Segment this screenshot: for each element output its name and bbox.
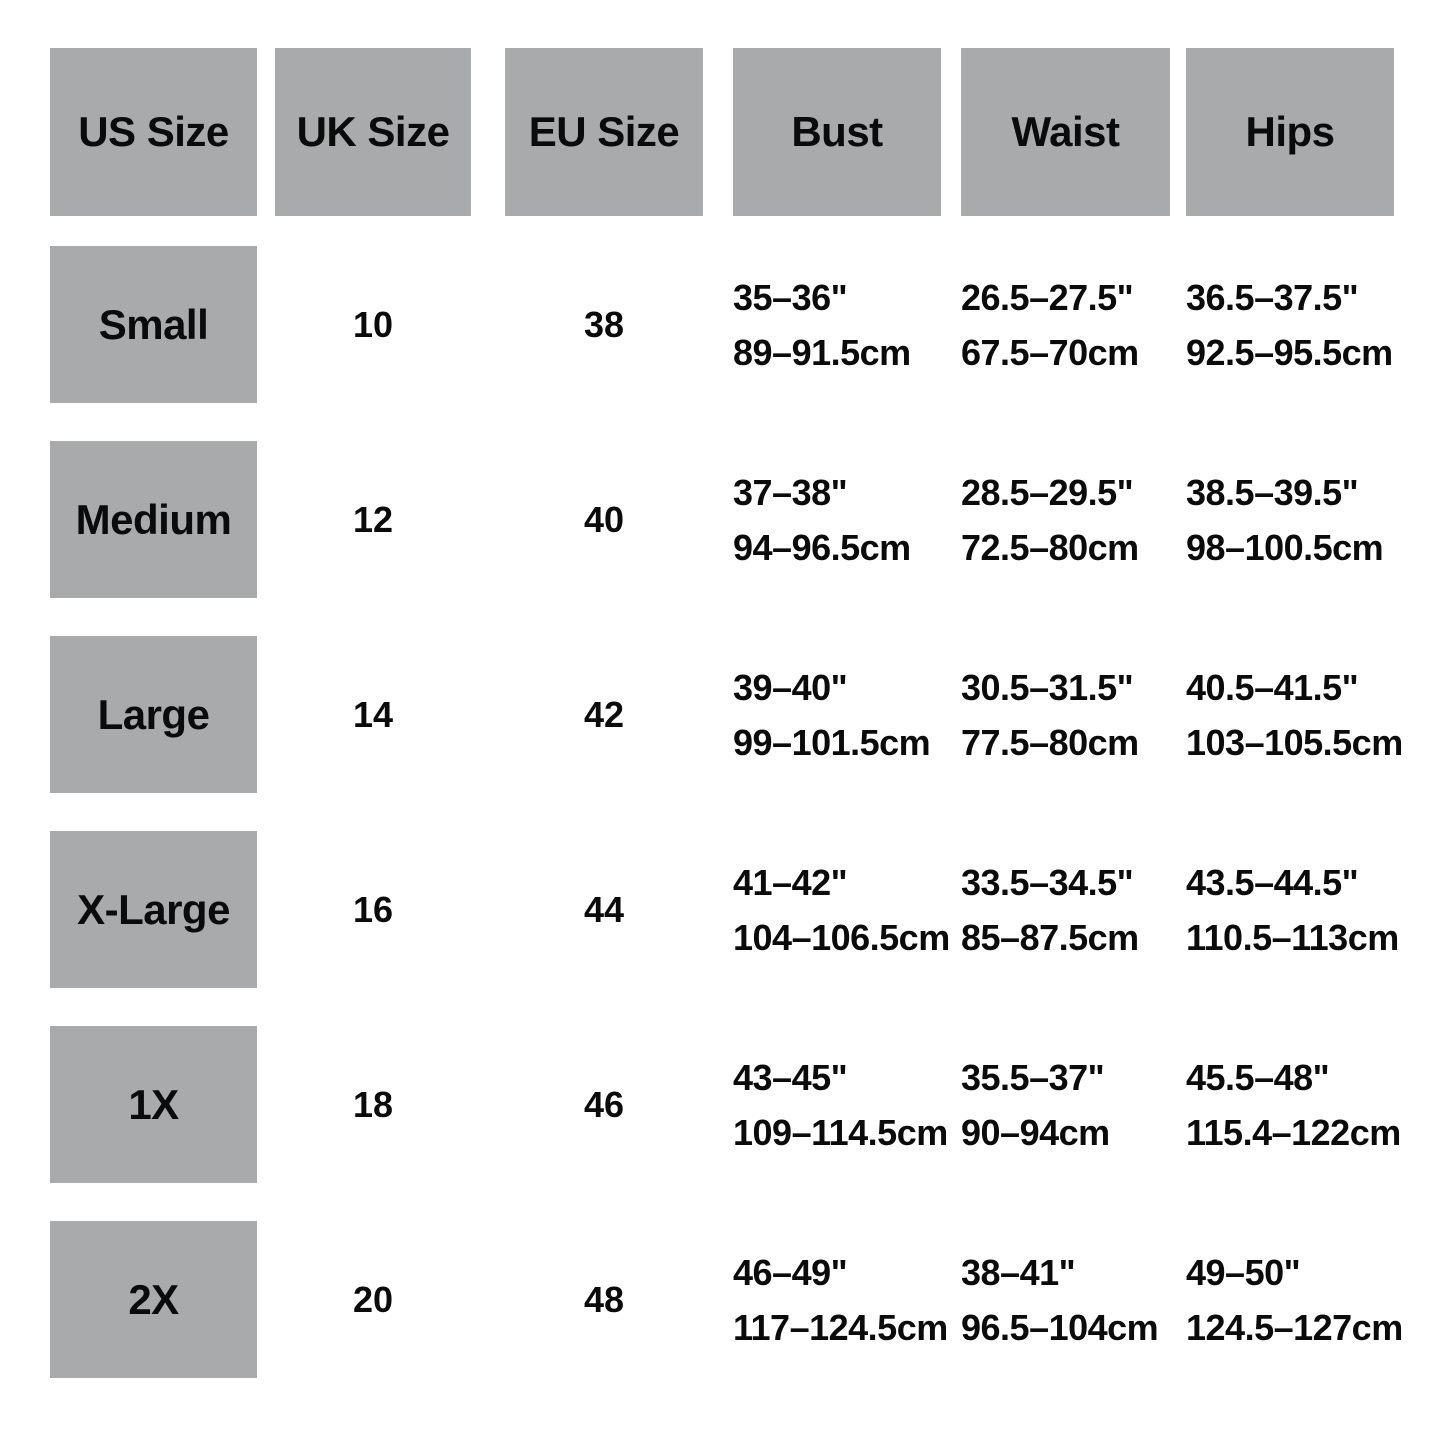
eu-size-value: 48 — [583, 1278, 625, 1320]
size-row-label: 2X — [50, 1221, 257, 1378]
uk-size-value: 18 — [352, 1083, 394, 1125]
eu-size-value: 42 — [583, 693, 625, 735]
column-header-us-size: US Size — [50, 48, 257, 216]
table-row — [50, 1026, 1445, 1183]
eu-size-value: 46 — [583, 1083, 625, 1125]
eu-size-value: 44 — [583, 888, 625, 930]
waist-measurement — [961, 636, 1170, 793]
waist-cm: 96.5–104cm — [961, 1306, 1159, 1348]
waist-inches: 38–41" — [961, 1251, 1076, 1293]
uk-size-value: 12 — [352, 498, 394, 540]
bust-measurement — [733, 246, 941, 403]
column-header-waist: Waist — [961, 48, 1170, 216]
bust-cm: 89–91.5cm — [733, 331, 911, 373]
hips-measurement — [1186, 1026, 1401, 1183]
uk-size-value: 14 — [352, 693, 394, 735]
hips-inches: 43.5–44.5" — [1186, 861, 1359, 903]
table-row — [50, 1221, 1445, 1378]
waist-cm: 77.5–80cm — [961, 721, 1139, 763]
bust-inches: 39–40" — [733, 666, 848, 708]
size-row-label: X-Large — [50, 831, 257, 988]
hips-measurement — [1186, 831, 1399, 988]
uk-size-value: 10 — [352, 303, 394, 345]
hips-inches: 49–50" — [1186, 1251, 1301, 1293]
table-row — [50, 246, 1445, 403]
hips-measurement — [1186, 636, 1403, 793]
size-row-label: 1X — [50, 1026, 257, 1183]
waist-measurement — [961, 1026, 1170, 1183]
bust-cm: 104–106.5cm — [733, 916, 950, 958]
waist-measurement — [961, 246, 1170, 403]
bust-inches: 43–45" — [733, 1056, 848, 1098]
header-row — [50, 48, 1445, 216]
column-header-hips: Hips — [1186, 48, 1394, 216]
bust-cm: 117–124.5cm — [733, 1306, 948, 1348]
bust-measurement — [733, 1026, 948, 1183]
waist-measurement — [961, 441, 1170, 598]
size-row-label: Large — [50, 636, 257, 793]
hips-cm: 110.5–113cm — [1186, 916, 1399, 958]
hips-cm: 115.4–122cm — [1186, 1111, 1401, 1153]
uk-size-value: 16 — [352, 888, 394, 930]
bust-cm: 94–96.5cm — [733, 526, 911, 568]
bust-inches: 46–49" — [733, 1251, 848, 1293]
bust-inches: 41–42" — [733, 861, 848, 903]
waist-measurement — [961, 831, 1170, 988]
waist-cm: 67.5–70cm — [961, 331, 1139, 373]
bust-measurement — [733, 831, 950, 988]
table-row — [50, 441, 1445, 598]
waist-inches: 30.5–31.5" — [961, 666, 1134, 708]
hips-cm: 103–105.5cm — [1186, 721, 1403, 763]
bust-measurement — [733, 1221, 948, 1378]
waist-inches: 28.5–29.5" — [961, 471, 1134, 513]
waist-cm: 85–87.5cm — [961, 916, 1139, 958]
waist-inches: 33.5–34.5" — [961, 861, 1134, 903]
waist-measurement — [961, 1221, 1170, 1378]
bust-measurement — [733, 441, 941, 598]
hips-cm: 98–100.5cm — [1186, 526, 1384, 568]
column-header-bust: Bust — [733, 48, 941, 216]
waist-inches: 35.5–37" — [961, 1056, 1105, 1098]
eu-size-value: 38 — [583, 303, 625, 345]
hips-inches: 45.5–48" — [1186, 1056, 1330, 1098]
bust-measurement — [733, 636, 941, 793]
hips-measurement — [1186, 246, 1394, 403]
hips-measurement — [1186, 441, 1394, 598]
size-row-label: Small — [50, 246, 257, 403]
column-header-eu-size: EU Size — [505, 48, 703, 216]
waist-cm: 72.5–80cm — [961, 526, 1139, 568]
bust-inches: 37–38" — [733, 471, 848, 513]
uk-size-value: 20 — [352, 1278, 394, 1320]
table-row — [50, 831, 1445, 988]
hips-cm: 124.5–127cm — [1186, 1306, 1403, 1348]
waist-cm: 90–94cm — [961, 1111, 1110, 1153]
bust-cm: 109–114.5cm — [733, 1111, 948, 1153]
hips-inches: 36.5–37.5" — [1186, 276, 1359, 318]
hips-inches: 38.5–39.5" — [1186, 471, 1359, 513]
eu-size-value: 40 — [583, 498, 625, 540]
waist-inches: 26.5–27.5" — [961, 276, 1134, 318]
size-row-label: Medium — [50, 441, 257, 598]
bust-inches: 35–36" — [733, 276, 848, 318]
column-header-uk-size: UK Size — [275, 48, 471, 216]
bust-cm: 99–101.5cm — [733, 721, 931, 763]
table-row — [50, 636, 1445, 793]
hips-measurement — [1186, 1221, 1403, 1378]
hips-inches: 40.5–41.5" — [1186, 666, 1359, 708]
hips-cm: 92.5–95.5cm — [1186, 331, 1393, 373]
